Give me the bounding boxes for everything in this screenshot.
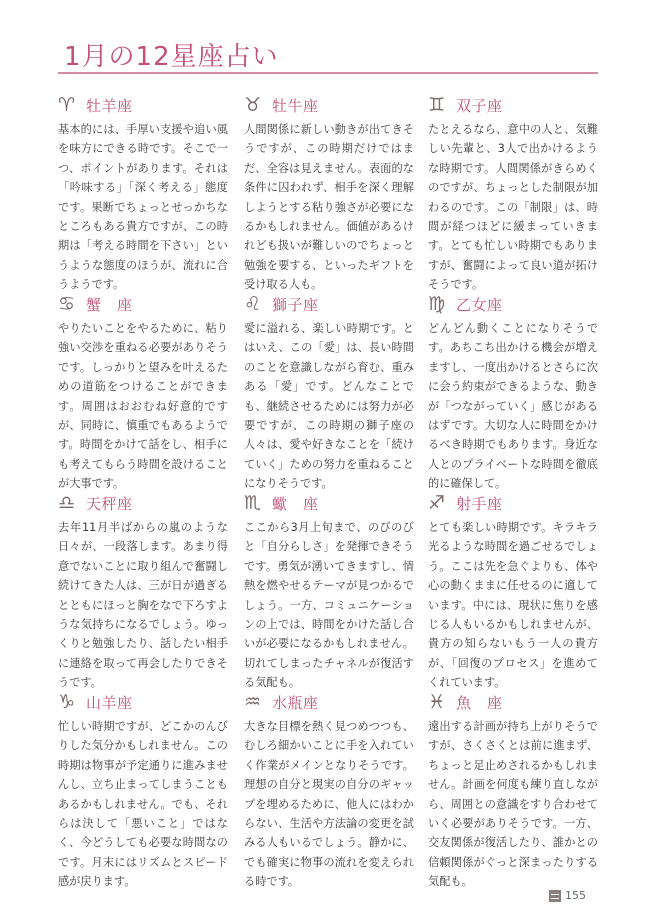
sign-text: とても楽しい時期です。キラキラ光るような時間を過ごせるでしょう。ここは先を急ぐよりも、体や心の動くままに任せるのに適しています。中には、現状に焦りを感じる人もいるかもしれませんが、貴方の知らないもう一人の貴方が、「回復のプロセス」を進めてくれています。	[428, 521, 598, 690]
sign-section-taurus	[244, 92, 414, 295]
sign-section-scorpio	[244, 490, 414, 693]
leo-icon: ♌	[244, 292, 262, 315]
sign-name: 牡牛座	[272, 96, 319, 115]
sign-text: やりたいことをやるために、粘り強い交渉を重ねる必要がありそうです。しっかりと望みを叶えるための道筋をつけることができます。周囲はおおむね好意的ですが、同時に、慎重でもあるようです。時間をかけて話をし、相手にも考えてもらう時間を設けることが大事です。	[58, 322, 228, 491]
page-marker-icon	[549, 890, 561, 902]
page-footer	[549, 889, 586, 902]
virgo-icon: ♍	[428, 292, 446, 315]
sign-section-leo	[244, 291, 414, 494]
sign-section-virgo	[428, 291, 598, 494]
sign-name: 双子座	[456, 96, 503, 115]
capricorn-icon: ♑	[58, 690, 76, 713]
sign-name: 射手座	[456, 494, 503, 513]
page-title: 1月の12星座占い	[64, 42, 279, 72]
scorpio-icon: ♏	[244, 491, 262, 514]
sign-section-gemini	[428, 92, 598, 295]
sign-text: 愛に溢れる、楽しい時期です。とはいえ、この「愛」は、長い時間のことを意識しながら育む、重みある「愛」です。どんなことでも、継続させるためには努力が必要ですが、この時期の獅子座の人々は、愛や好きなことを「続けていく」ための努力を重ねることになりそうです。	[244, 322, 414, 491]
sign-section-sagittarius	[428, 490, 598, 693]
aries-icon: ♈	[58, 93, 76, 116]
sign-section-aquarius	[244, 689, 414, 892]
aquarius-icon: ♒	[244, 690, 262, 713]
sign-text: 遠出する計画が持ち上がりそうですが、さくさくとは前に進まず、ちょっと足止めされるかもしれません。計画を何度も練り直しながら、周囲との意識をすり合わせていく必要がありそうです。一方、交友関係が復活したり、誰かとの信頼関係がぐっと深まったりする気配も。	[428, 720, 598, 889]
page-number: 155	[565, 889, 586, 902]
sign-text: ここから3月上旬まで、のびのびと「自分らしさ」を発揮できそうです。勇気が湧いてきますし、情熱を燃やせるテーマが見つかるでしょう。一方、コミュニケーションの上では、時間をかけた話し合いが必要になるかもしれません。切れてしまったチャネルが復活する気配も。	[244, 521, 414, 690]
sign-section-capricorn	[58, 689, 228, 892]
sign-text: 去年11月半ばからの嵐のような日々が、一段落します。あまり得意でないことに取り組んで奮闘し続けてきた人は、三が日が過ぎるとともにほっと胸をなで下ろすような気持ちになるでしょう。ゆっくりと勉強したり、話したい相手に連絡を取って再会したりできそうです。	[58, 521, 228, 690]
sign-name: 蠍 座	[272, 494, 319, 513]
sign-name: 牡羊座	[86, 96, 133, 115]
sign-name: 天秤座	[86, 494, 133, 513]
sign-name: 魚 座	[456, 693, 503, 712]
sign-name: 水瓶座	[272, 693, 319, 712]
libra-icon: ♎	[58, 491, 76, 514]
sign-section-libra	[58, 490, 228, 693]
sign-text: 基本的には、手厚い支援や追い風を味方にできる時です。そこで一つ、ポイントがあります。それは「吟味する」「深く考える」態度です。果断でちょっとせっかちなところもある貴方ですが、この時期は「考える時間を下さい」というような態度のほうが、流れに合うようです。	[58, 123, 228, 292]
sign-section-aries	[58, 92, 228, 295]
sign-name: 山羊座	[86, 693, 133, 712]
sign-name: 獅子座	[272, 295, 319, 314]
sign-text: たとえるなら、意中の人と、気難しい先輩と、3人で出かけるような時期です。人間関係がきらめくのですが、ちょっとした制限が加わるのです。この「制限」は、時間が経つほどに緩まっていきます。とても忙しい時期でもありますが、奮闘によって良い道が拓けそうです。	[428, 123, 598, 292]
sign-text: 人間関係に新しい動きが出てきそうですが、この時期だけではまだ、全容は見えません。表面的な条件に囚われず、相手を深く理解しようとする粘り強さが必要になるかもしれません。価値があるけれども扱いが難しいのでちょっと勉強を要する、といったギフトを受け取る人も。	[244, 123, 414, 292]
sign-name: 乙女座	[456, 295, 503, 314]
taurus-icon: ♉	[244, 93, 262, 116]
title-divider	[58, 72, 598, 74]
cancer-icon: ♋	[58, 292, 76, 315]
sign-text: 大きな目標を熱く見つめつつも、むしろ細かいことに手を入れていく作業がメインとなりそうです。理想の自分と現実の自分のギャップを埋めるために、他人にはわからない、生活や方法論の変更を試みる人もいるでしょう。静かに、でも確実に物事の流れを変えられる時です。	[244, 720, 414, 889]
sign-text: どんどん動くことになりそうです。あちこち出かける機会が増えますし、一度出かけるとさらに次に会う約束ができるような、動きが「つながっていく」感じがあるはずです。大切な人に時間をかけるべき時期でもあります。身近な人とのプライベートな時間を徹底的に確保して。	[428, 322, 598, 491]
sign-section-pisces	[428, 689, 598, 892]
pisces-icon: ♓	[428, 690, 446, 713]
gemini-icon: ♊	[428, 93, 446, 116]
sign-text: 忙しい時期ですが、どこかのんびりした気分かもしれません。この時期は物事が予定通りに進みませんし、立ち止まってしまうこともあるかもしれません。でも、それらは決して「悪いこと」ではなく、今どうしても必要な時間なのです。月末にはリズムとスピード感が戻ります。	[58, 720, 228, 889]
sign-section-cancer	[58, 291, 228, 494]
sign-name: 蟹 座	[86, 295, 133, 314]
sagittarius-icon: ♐	[428, 491, 446, 514]
